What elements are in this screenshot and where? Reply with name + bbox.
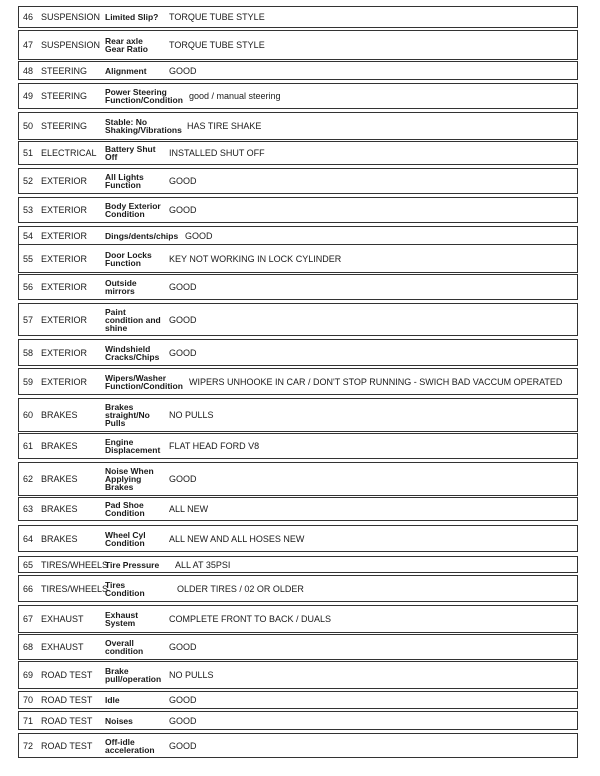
row-item: Tires Condition bbox=[105, 579, 145, 598]
table-row bbox=[18, 711, 578, 730]
row-value: TORQUE TUBE STYLE bbox=[169, 12, 265, 22]
row-category: EXTERIOR bbox=[41, 176, 88, 186]
row-value: COMPLETE FRONT TO BACK / DUALS bbox=[169, 614, 332, 624]
row-item: Tire Pressure bbox=[105, 559, 160, 570]
row-number: 65 bbox=[23, 559, 34, 570]
row-item: Noises bbox=[105, 715, 133, 726]
row-value: GOOD bbox=[169, 474, 197, 484]
row-value: FLAT HEAD FORD V8 bbox=[169, 441, 260, 451]
table-row bbox=[18, 433, 578, 459]
row-number: 62 bbox=[23, 474, 34, 484]
row-number: 52 bbox=[23, 176, 34, 186]
row-item: Windshield Cracks/Chips bbox=[105, 343, 160, 362]
row-number: 56 bbox=[23, 282, 34, 292]
row-category: EXTERIOR bbox=[41, 347, 88, 358]
row-item: Stable: No Shaking/Vibrations bbox=[105, 117, 182, 135]
row-item: Exhaust System bbox=[105, 610, 139, 628]
row-value: GOOD bbox=[169, 314, 197, 325]
row-category: BRAKES bbox=[41, 533, 78, 544]
table-row bbox=[18, 112, 578, 140]
row-category: EXHAUST bbox=[41, 642, 84, 652]
row-value: GOOD bbox=[169, 65, 197, 76]
table-row bbox=[18, 226, 578, 245]
row-number: 67 bbox=[23, 614, 34, 624]
row-item: Limited Slip? bbox=[105, 12, 159, 22]
table-row bbox=[18, 605, 578, 633]
row-value: GOOD bbox=[169, 695, 197, 705]
row-item: Battery Shut Off bbox=[105, 144, 156, 162]
row-category: SUSPENSION bbox=[41, 40, 101, 50]
row-value: ALL AT 35PSI bbox=[175, 559, 231, 570]
row-value: HAS TIRE SHAKE bbox=[187, 121, 262, 131]
row-value: NO PULLS bbox=[169, 670, 214, 680]
row-number: 72 bbox=[23, 740, 34, 751]
table-row bbox=[18, 556, 578, 573]
row-number: 64 bbox=[23, 533, 34, 544]
row-value: GOOD bbox=[169, 740, 197, 751]
table-row bbox=[18, 733, 578, 758]
row-item: Paint condition and shine bbox=[105, 306, 161, 333]
table-row bbox=[18, 398, 578, 432]
row-category: TIRES/WHEELS bbox=[41, 559, 109, 570]
row-number: 59 bbox=[23, 376, 34, 387]
row-item: Door Locks Function bbox=[105, 249, 152, 268]
row-category: TIRES/WHEELS bbox=[41, 583, 109, 594]
row-value: GOOD bbox=[169, 282, 197, 292]
row-value: GOOD bbox=[185, 230, 213, 241]
row-category: ROAD TEST bbox=[41, 670, 93, 680]
row-category: EXTERIOR bbox=[41, 314, 88, 325]
row-number: 48 bbox=[23, 65, 34, 76]
row-item: Off-idle acceleration bbox=[105, 736, 155, 755]
row-item: Brake pull/operation bbox=[105, 666, 162, 684]
row-item: Wheel Cyl Condition bbox=[105, 529, 146, 548]
table-row bbox=[18, 61, 578, 80]
row-category: BRAKES bbox=[41, 410, 78, 420]
row-number: 57 bbox=[23, 314, 34, 325]
row-category: BRAKES bbox=[41, 504, 78, 514]
row-number: 47 bbox=[23, 40, 34, 50]
table-row bbox=[18, 339, 578, 366]
table-row bbox=[18, 83, 578, 109]
row-number: 71 bbox=[23, 715, 34, 726]
table-row bbox=[18, 244, 578, 273]
row-value: GOOD bbox=[169, 205, 197, 215]
row-category: STEERING bbox=[41, 91, 88, 101]
table-row bbox=[18, 525, 578, 552]
row-category: BRAKES bbox=[41, 474, 78, 484]
row-number: 70 bbox=[23, 695, 34, 705]
row-number: 55 bbox=[23, 253, 34, 264]
row-value: WIPERS UNHOOKE IN CAR / DON'T STOP RUNNING - SWICH BAD VACCUM OPERATED bbox=[189, 376, 563, 387]
row-item: Power Steering Function/Condition bbox=[105, 87, 183, 105]
row-item: Overall condition bbox=[105, 638, 144, 656]
table-row bbox=[18, 368, 578, 395]
table-row bbox=[18, 462, 578, 496]
row-category: SUSPENSION bbox=[41, 12, 101, 22]
row-value: KEY NOT WORKING IN LOCK CYLINDER bbox=[169, 253, 342, 264]
row-number: 50 bbox=[23, 121, 34, 131]
table-row bbox=[18, 303, 578, 336]
row-value: INSTALLED SHUT OFF bbox=[169, 148, 265, 158]
row-value: GOOD bbox=[169, 642, 197, 652]
row-value: ALL NEW AND ALL HOSES NEW bbox=[169, 533, 305, 544]
table-row bbox=[18, 691, 578, 709]
row-number: 51 bbox=[23, 148, 34, 158]
row-number: 68 bbox=[23, 642, 34, 652]
table-row bbox=[18, 6, 578, 28]
row-value: good / manual steering bbox=[189, 91, 281, 101]
row-value: GOOD bbox=[169, 715, 197, 726]
row-category: EXTERIOR bbox=[41, 282, 88, 292]
row-value: ALL NEW bbox=[169, 504, 209, 514]
row-value: GOOD bbox=[169, 176, 197, 186]
row-item: Dings/dents/chips bbox=[105, 230, 179, 241]
row-category: BRAKES bbox=[41, 441, 78, 451]
row-number: 54 bbox=[23, 230, 34, 241]
row-value: GOOD bbox=[169, 347, 197, 358]
row-item: Pad Shoe Condition bbox=[105, 500, 145, 518]
row-number: 53 bbox=[23, 205, 34, 215]
row-item: Noise When Applying Brakes bbox=[105, 466, 154, 492]
row-item: Brakes straight/No Pulls bbox=[105, 402, 150, 428]
table-row bbox=[18, 634, 578, 660]
row-category: STEERING bbox=[41, 65, 88, 76]
row-number: 60 bbox=[23, 410, 34, 420]
table-row bbox=[18, 497, 578, 521]
row-item: Engine Displacement bbox=[105, 437, 161, 455]
row-item: All Lights Function bbox=[105, 172, 144, 190]
table-row bbox=[18, 168, 578, 194]
row-category: EXTERIOR bbox=[41, 230, 88, 241]
row-category: STEERING bbox=[41, 121, 88, 131]
row-value: TORQUE TUBE STYLE bbox=[169, 40, 265, 50]
row-item: Wipers/Washer Function/Condition bbox=[105, 372, 183, 391]
row-number: 61 bbox=[23, 441, 34, 451]
row-value: NO PULLS bbox=[169, 410, 214, 420]
row-number: 69 bbox=[23, 670, 34, 680]
row-item: Idle bbox=[105, 695, 120, 705]
row-number: 49 bbox=[23, 91, 34, 101]
row-number: 66 bbox=[23, 583, 34, 594]
row-category: EXTERIOR bbox=[41, 253, 88, 264]
table-row bbox=[18, 274, 578, 300]
row-category: ROAD TEST bbox=[41, 715, 93, 726]
row-category: EXTERIOR bbox=[41, 376, 88, 387]
table-row bbox=[18, 661, 578, 689]
table-row bbox=[18, 30, 578, 60]
row-category: ELECTRICAL bbox=[41, 148, 97, 158]
row-value: OLDER TIRES / 02 OR OLDER bbox=[177, 583, 304, 594]
row-item: Outside mirrors bbox=[105, 278, 137, 296]
row-category: ROAD TEST bbox=[41, 695, 93, 705]
row-category: ROAD TEST bbox=[41, 740, 93, 751]
row-number: 58 bbox=[23, 347, 34, 358]
row-item: Rear axle Gear Ratio bbox=[105, 36, 148, 54]
row-category: EXTERIOR bbox=[41, 205, 88, 215]
table-row bbox=[18, 141, 578, 165]
row-category: EXHAUST bbox=[41, 614, 84, 624]
row-number: 63 bbox=[23, 504, 34, 514]
row-number: 46 bbox=[23, 12, 34, 22]
row-item: Alignment bbox=[105, 65, 147, 76]
table-row bbox=[18, 197, 578, 223]
table-row bbox=[18, 575, 578, 602]
row-item: Body Exterior Condition bbox=[105, 201, 161, 219]
